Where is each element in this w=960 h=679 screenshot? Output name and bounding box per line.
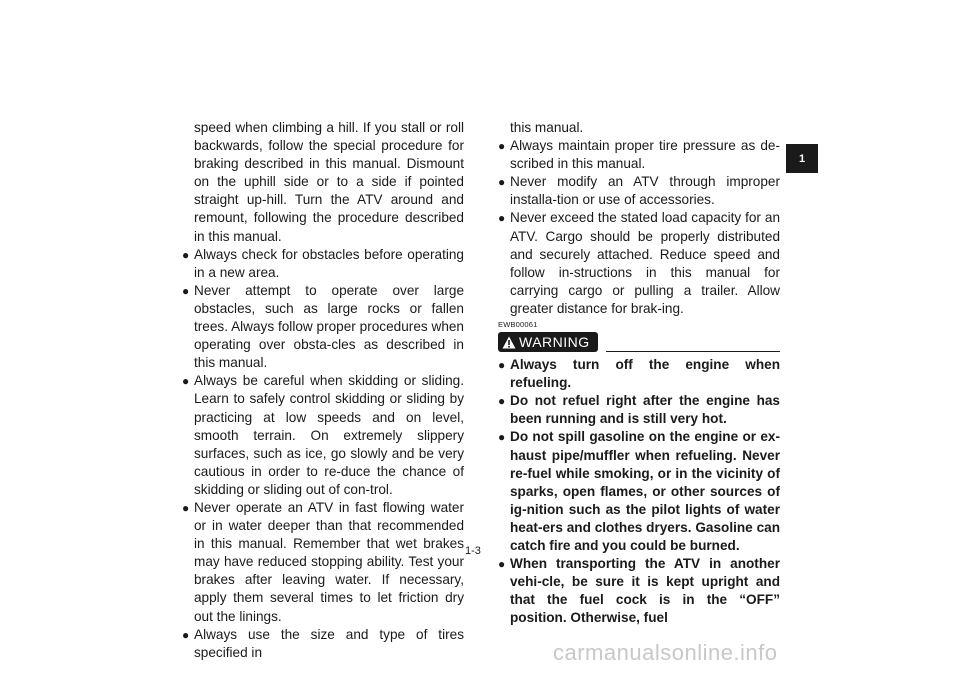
intro-paragraph: speed when climbing a hill. If you stall or roll backwards, follow the special procedure for braking described in this manual. Dismount on the uphill side or to a side if pointed straight up-hill. Turn the ATV around and remount, following the procedure described in this manual.	[194, 120, 464, 244]
bullet-icon: ●	[498, 211, 506, 226]
bullet-icon: ●	[182, 500, 190, 515]
right-column	[498, 119, 780, 627]
list-item: ● Never exceed the stated load capacity for an ATV. Cargo should be properly distributed and securely attached. Reduce speed and follow in-structions in this manual for carrying cargo or pulling a trailer. Allow greater distance for brak-ing.	[498, 210, 780, 316]
list-item: ● Always use the size and type of tires specified in	[182, 626, 464, 660]
list-item: ● Always maintain proper tire pressure as de-scribed in this manual.	[498, 138, 780, 172]
list-item: ● Always check for obstacles before operating in a new area.	[182, 246, 464, 280]
list-item: ● Do not refuel right after the engine has been running and is still very hot.	[498, 393, 780, 427]
warning-header	[498, 332, 780, 352]
bullet-icon: ●	[498, 394, 506, 409]
bullet-icon: ●	[182, 374, 190, 389]
chapter-tab: 1	[786, 144, 818, 173]
bullet-icon: ●	[182, 627, 190, 642]
warning-triangle-icon	[502, 336, 516, 349]
bullet-icon: ●	[498, 139, 506, 154]
bullet-icon: ●	[498, 557, 506, 572]
list-item: ● Do not spill gasoline on the engine or ex-haust pipe/muffler when refueling. Never re-fuel while smoking, or in the vicinity of sparks, open flames, or other sources of ig-nition such as the pilot lights of water heat-ers and clothes dryers. Gasoline can catch fire and you could be burned.	[498, 429, 780, 553]
watermark: carmanualsonline.info	[553, 640, 778, 665]
warning-code: EWB00061	[498, 320, 538, 330]
warning-rule	[606, 351, 780, 352]
bullet-icon: ●	[182, 283, 190, 298]
list-item: ● Never operate an ATV in fast flowing water or in water deeper than that recommended in this manual. Remember that wet brakes may have reduced stopping ability. Test your brakes after leaving water. If necessary, apply them several times to let friction dry out the linings.	[182, 499, 464, 624]
bullet-icon: ●	[498, 430, 506, 445]
list-item: ● Never modify an ATV through improper installa-tion or use of accessories.	[498, 174, 780, 208]
warning-label: WARNING	[519, 333, 590, 350]
list-item: ● When transporting the ATV in another vehi-cle, be sure it is kept upright and that the fuel cock is in the “OFF” position. Otherwise, fuel	[498, 556, 780, 626]
list-item: ● Always turn off the engine when refueling.	[498, 357, 780, 391]
list-item: ● Always be careful when skidding or sliding. Learn to safely control skidding or sliding by practicing at low speeds and on level, smooth terrain. On extremely slippery surfaces, such as ice, go slowly and be very cautious in order to re-duce the chance of skidding or sliding out of con-trol.	[182, 373, 464, 497]
right-bullet-list	[498, 137, 780, 318]
left-bullet-list	[182, 246, 464, 662]
bullet-icon: ●	[182, 247, 190, 262]
bullet-icon: ●	[498, 175, 506, 190]
page-number: 1-3	[465, 545, 481, 557]
bullet-icon: ●	[498, 358, 506, 373]
warning-badge	[498, 332, 598, 352]
left-column	[182, 119, 464, 662]
list-item: ● Never attempt to operate over large obstacles, such as large rocks or fallen trees. Always follow proper procedures when operating over obsta-cles as described in this manual.	[182, 282, 464, 371]
warning-bullet-list	[498, 356, 780, 627]
continuation-text: this manual.	[510, 120, 584, 135]
